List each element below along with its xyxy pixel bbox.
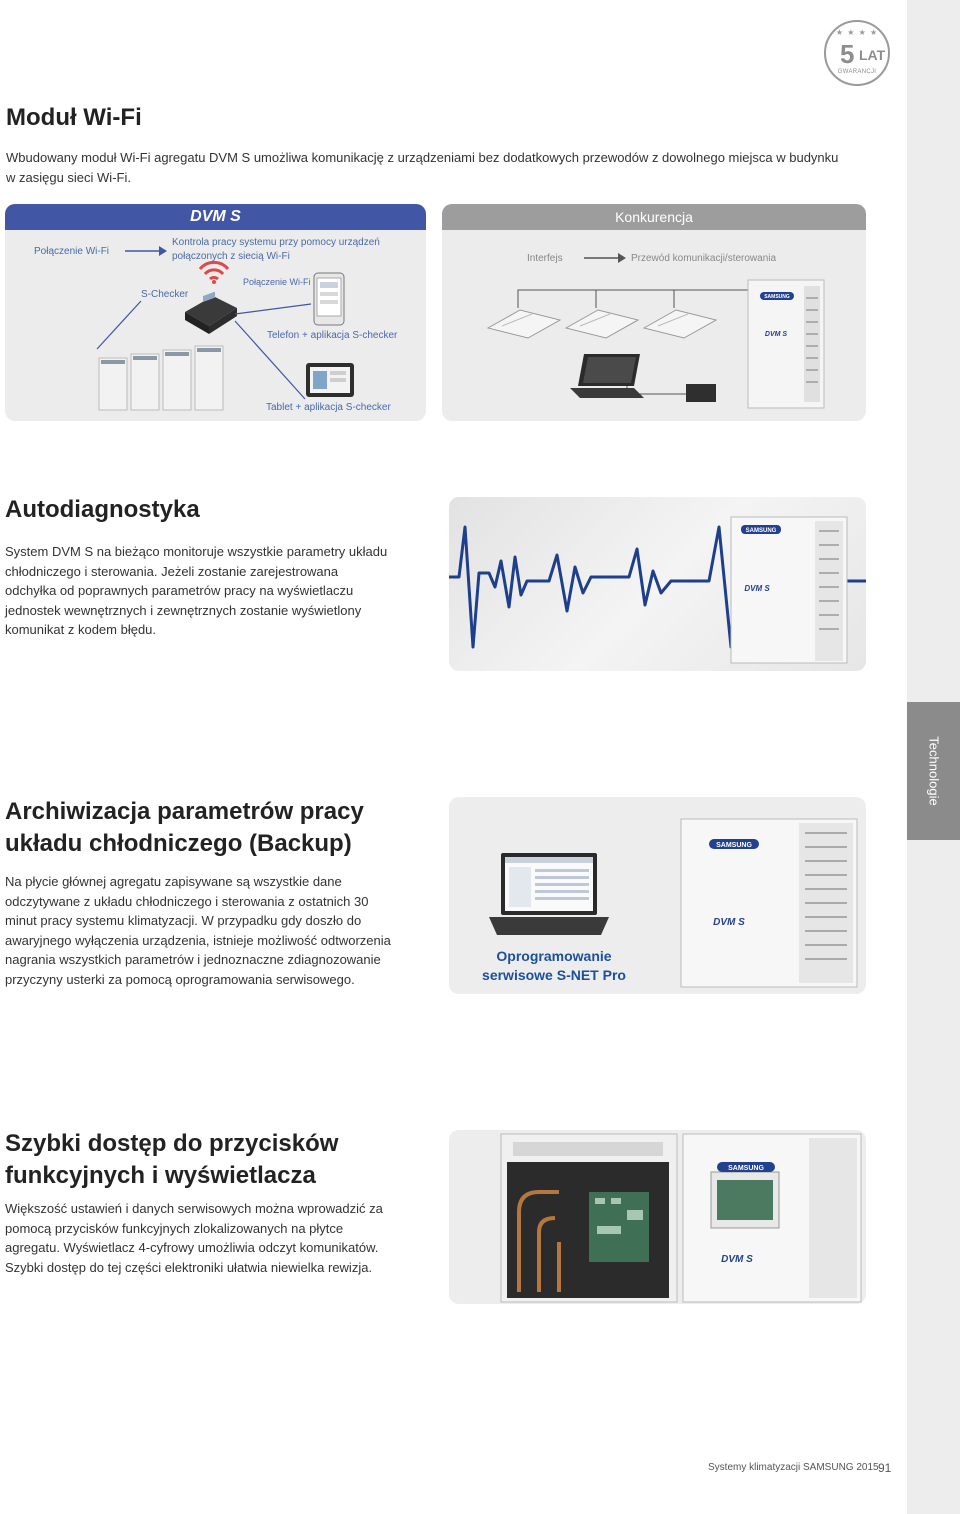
outdoor-units-image xyxy=(97,344,227,412)
autodiag-image xyxy=(449,497,866,671)
outdoor-unit-image xyxy=(679,817,859,989)
backup-title xyxy=(5,796,364,860)
backup-description: Na płycie głównej agregatu zapisywane są wszystkie dane odczytywane z układu chłodniczego i sterowania z ostatnich 30 minut pracy systemu klimatyzacji. W przypadku gdy doszło do awaryjnego wyłączenia urządzenia, istnieje możliwość odtworzenia nagrania wszystkich parametrów i jednoznaczne zdiagnozowanie przyczyny usterki za pomocą oprogramowania serwisowego. xyxy=(5,874,391,987)
s-checker-label: S-Checker xyxy=(141,289,189,300)
dvms-logo: DVM S xyxy=(721,1254,753,1265)
quick-access-description: Większość ustawień i danych serwisowych można wprowadzić za pomocą przycisków funkcyjnych zlokalizowanych na płytce agregatu. Wyświetlacz 4-cyfrowy umożliwia odczyt komunikatów. Szybki dostęp do tej części elektroniki ułatwia niewielka rewizja. xyxy=(5,1201,383,1275)
backup-image xyxy=(449,797,866,994)
page-number: 91 xyxy=(878,1461,892,1475)
tablet-app-label: Tablet + aplikacja S-checker xyxy=(266,402,391,413)
snet-caption-line2: serwisowe S-NET Pro xyxy=(482,967,626,983)
quick-access-image xyxy=(449,1130,866,1304)
snet-caption-line1: Oprogramowanie xyxy=(496,948,612,964)
wifi-connection-label: Połączenie Wi-Fi xyxy=(34,246,110,257)
indoor-cassette-units-image xyxy=(482,300,722,344)
outdoor-unit-panel-image xyxy=(681,1132,863,1304)
dvm-s-panel xyxy=(5,204,426,421)
laptop-icon xyxy=(570,352,646,402)
dvms-logo: DVM S xyxy=(713,917,745,928)
competition-panel xyxy=(442,204,866,421)
competition-panel-header: Konkurencja xyxy=(442,204,866,230)
interface-box-icon xyxy=(684,382,718,404)
backup-title-line1: Archiwizacja parametrów pracy xyxy=(5,798,364,825)
badge-number: 5 xyxy=(840,39,855,69)
badge-caption: GWARANCJI xyxy=(837,69,877,75)
samsung-logo: SAMSUNG xyxy=(764,294,790,300)
warranty-badge xyxy=(824,20,890,86)
autodiag-description: System DVM S na bieżąco monitoruje wszystkie parametry układu chłodniczego i sterowania. Jeżeli zostanie zarejestrowana odchyłka od poprawnych parametrów pracy na wyświetlaczu jednostek wewnętrznych i zewnętrznych zostanie wyświetlony komunikat z kodem błędu. xyxy=(5,544,388,637)
sidebar-tab-technologie[interactable] xyxy=(907,702,960,840)
wifi-title: Moduł Wi-Fi xyxy=(6,104,142,131)
dvms-logo: DVM S xyxy=(744,584,770,593)
control-text: Kontrola pracy systemu przy pomocy urządzeń połączonych z siecią Wi-Fi xyxy=(172,237,380,262)
outdoor-unit-image xyxy=(729,515,849,665)
interface-label: Interfejs xyxy=(527,253,563,264)
sidebar-tab-label: Technologie xyxy=(926,736,941,806)
laptop-snet-icon xyxy=(489,851,609,939)
wifi-description: Wbudowany moduł Wi-Fi agregatu DVM S umożliwa komunikację z urządzeniami bez dodatkowych przewodów z dowolnego miejsca w budynku w zasięgu sieci Wi-Fi. xyxy=(6,150,839,185)
competition-outdoor-unit-image xyxy=(746,278,826,410)
samsung-logo: SAMSUNG xyxy=(716,842,752,849)
dvm-s-panel-header: DVM S xyxy=(5,204,426,230)
wifi-connection-small-label: Połączenie Wi-Fi xyxy=(243,277,311,287)
snet-caption xyxy=(449,947,659,985)
autodiag-title: Autodiagnostyka xyxy=(5,496,200,523)
tablet-icon xyxy=(305,362,355,398)
quick-access-title xyxy=(5,1128,338,1192)
phone-app-label: Telefon + aplikacja S-checker xyxy=(267,330,398,341)
open-outdoor-unit-image xyxy=(499,1132,679,1304)
quick-access-title-line1: Szybki dostęp do przycisków xyxy=(5,1130,339,1157)
badge-stars: ★ ★ ★ ★ xyxy=(835,28,879,37)
samsung-logo: SAMSUNG xyxy=(728,1165,764,1172)
samsung-logo: SAMSUNG xyxy=(745,528,777,534)
badge-unit: LAT xyxy=(859,47,886,63)
dvms-logo: DVM S xyxy=(764,331,788,338)
quick-access-title-line2: funkcyjnych i wyświetlacza xyxy=(5,1162,316,1189)
footer-text: Systemy klimatyzacji SAMSUNG 2015 xyxy=(708,1462,879,1473)
wire-label: Przewód komunikacji/sterowania xyxy=(631,253,777,264)
backup-title-line2: układu chłodniczego (Backup) xyxy=(5,830,352,857)
